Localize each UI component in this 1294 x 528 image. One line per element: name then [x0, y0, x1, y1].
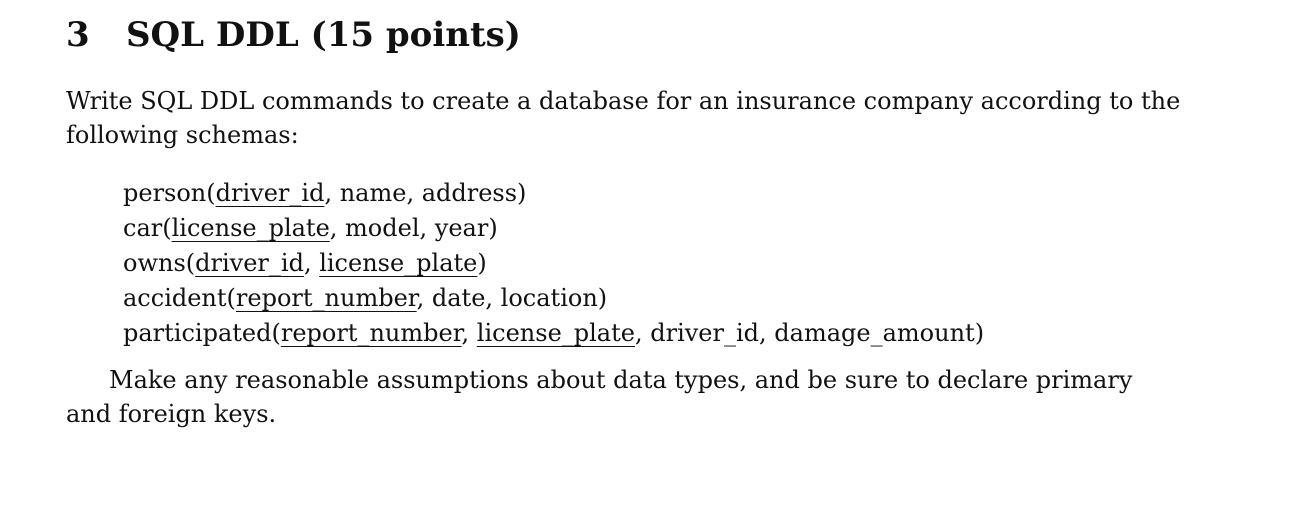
relation-name: owns: [123, 249, 186, 277]
key-attribute: license_plate: [171, 214, 330, 242]
attribute: year: [434, 214, 489, 242]
intro-paragraph: Write SQL DDL commands to create a database for an insurance company according to the following schemas:: [66, 87, 1181, 149]
attribute: driver_id: [650, 319, 760, 347]
relation-name: car: [123, 214, 163, 242]
section-number: 3: [66, 15, 90, 55]
key-attribute: driver_id: [195, 249, 304, 277]
relation-name: participated: [123, 319, 272, 347]
schema-participated: participated(report_number, license_plate, driver_id, damage_amount): [123, 319, 985, 347]
schema-person: person(driver_id, name, address): [123, 179, 527, 207]
schema-car: car(license_plate, model, year): [123, 214, 498, 242]
key-attribute: license_plate: [319, 249, 478, 277]
attribute: date: [431, 284, 486, 312]
key-attribute: driver_id: [215, 179, 325, 207]
key-attribute: report_number: [235, 284, 417, 312]
attribute: model: [345, 214, 420, 242]
schema-owns: owns(driver_id, license_plate): [123, 249, 487, 277]
schema-accident: accident(report_number, date, location): [123, 284, 608, 312]
relation-name: accident: [123, 284, 227, 312]
section-heading: [66, 12, 521, 58]
relation-name: person: [123, 179, 207, 207]
section-title: SQL DDL (15 points): [126, 15, 521, 55]
attribute: address: [421, 179, 518, 207]
schema-list: [123, 176, 984, 351]
key-attribute: license_plate: [476, 319, 635, 347]
attribute: location: [500, 284, 598, 312]
key-attribute: report_number: [280, 319, 462, 347]
closing-paragraph: Make any reasonable assumptions about data types, and be sure to declare primary and foreign keys.: [66, 366, 1133, 428]
attribute: name: [339, 179, 407, 207]
attribute: damage_amount: [774, 319, 975, 347]
